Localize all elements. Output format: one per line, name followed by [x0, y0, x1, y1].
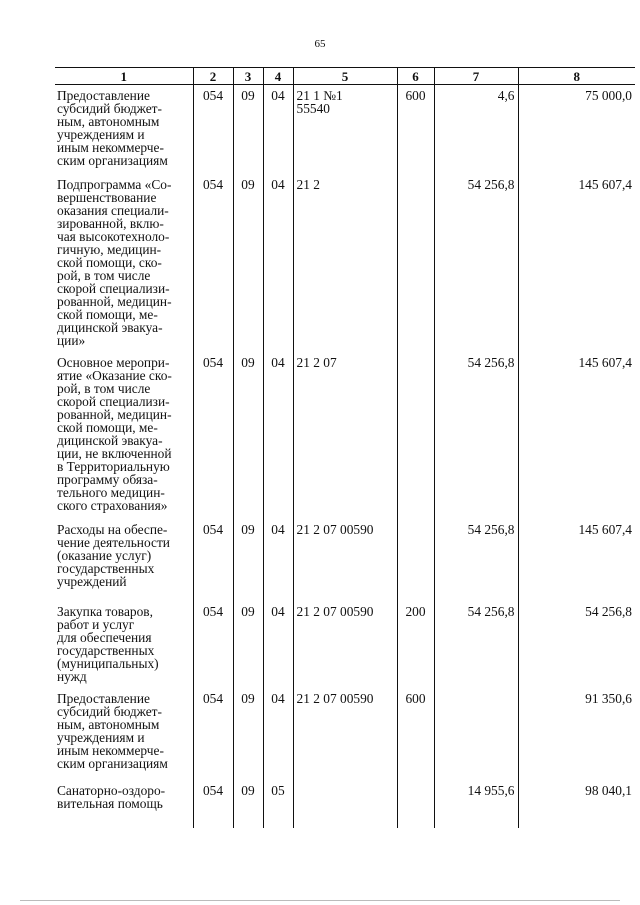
page-bottom-rule	[20, 900, 620, 901]
row-sum1: 14 955,6	[434, 780, 518, 828]
row-grbs: 054	[193, 174, 233, 352]
header-col-2: 2	[193, 68, 233, 85]
row-sum1: 4,6	[434, 85, 518, 174]
table-row	[55, 519, 635, 601]
header-col-4: 4	[263, 68, 293, 85]
row-rz: 09	[233, 688, 263, 780]
row-name: Закупка товаров, работ и услуг для обеспечения государственных (муниципальных) нужд	[57, 603, 159, 684]
row-target: 21 1 №1 55540	[293, 85, 397, 174]
row-sum1: 54 256,8	[434, 174, 518, 352]
row-grbs: 054	[193, 688, 233, 780]
row-pr: 04	[263, 352, 293, 519]
row-sum1: 54 256,8	[434, 519, 518, 601]
row-pr: 05	[263, 780, 293, 828]
table-row	[55, 780, 635, 828]
row-vr: 600	[397, 85, 434, 174]
row-target: 21 2 07 00590	[293, 601, 397, 688]
budget-table	[55, 67, 635, 828]
header-col-6: 6	[397, 68, 434, 85]
row-sum2: 91 350,6	[518, 688, 635, 780]
row-vr: 200	[397, 601, 434, 688]
row-rz: 09	[233, 519, 263, 601]
row-rz: 09	[233, 601, 263, 688]
header-col-7: 7	[434, 68, 518, 85]
row-name: Основное меропри- ятие «Оказание ско- рой, в том числе скорой специализи- рованной, медицин- ской помощи, ме- дицинской эвакуа- ции, не включенной в Территориальную программу обяза- тельного медицин- ского страхования»	[57, 354, 172, 513]
row-sum1	[434, 688, 518, 780]
row-rz: 09	[233, 352, 263, 519]
row-vr	[397, 519, 434, 601]
row-sum2: 54 256,8	[518, 601, 635, 688]
row-vr: 600	[397, 688, 434, 780]
row-sum2: 98 040,1	[518, 780, 635, 828]
row-name: Предоставление субсидий бюджет- ным, автономным учреждениям и иным некоммерче- ским организациям	[57, 88, 168, 168]
row-target: 21 2 07 00590	[293, 519, 397, 601]
row-vr	[397, 780, 434, 828]
row-rz: 09	[233, 780, 263, 828]
row-rz: 09	[233, 85, 263, 174]
page-number: 65	[314, 38, 326, 50]
table-row	[55, 601, 635, 688]
table-row	[55, 688, 635, 780]
row-grbs: 054	[193, 780, 233, 828]
table-row	[55, 85, 635, 174]
row-grbs: 054	[193, 352, 233, 519]
table-row	[55, 174, 635, 352]
row-vr	[397, 352, 434, 519]
header-col-5: 5	[293, 68, 397, 85]
row-grbs: 054	[193, 519, 233, 601]
row-sum2: 75 000,0	[518, 85, 635, 174]
row-rz: 09	[233, 174, 263, 352]
row-target: 21 2 07	[293, 352, 397, 519]
header-col-8: 8	[518, 68, 635, 85]
row-name: Предоставление субсидий бюджет- ным, автономным учреждениям и иным некоммерче- ским организациям	[57, 690, 168, 771]
row-sum1: 54 256,8	[434, 601, 518, 688]
row-sum1: 54 256,8	[434, 352, 518, 519]
table-row	[55, 352, 635, 519]
row-target: 21 2 07 00590	[293, 688, 397, 780]
row-grbs: 054	[193, 601, 233, 688]
row-target	[293, 780, 397, 828]
row-name: Санаторно-оздоро- вительная помощь	[57, 782, 166, 811]
row-pr: 04	[263, 688, 293, 780]
row-name: Подпрограмма «Со- вершенствование оказания специали- зированной, вклю- чая высокотехноло- гичную, медицин- ской помощи, ско- рой, в том числе скорой специализи- рованной, медицин- ской помощи, ме- дицинской эвакуа- ции»	[57, 176, 172, 348]
row-pr: 04	[263, 174, 293, 352]
header-col-1: 1	[55, 68, 193, 85]
row-sum2: 145 607,4	[518, 519, 635, 601]
row-vr	[397, 174, 434, 352]
row-sum2: 145 607,4	[518, 174, 635, 352]
row-grbs: 054	[193, 85, 233, 174]
row-sum2: 145 607,4	[518, 352, 635, 519]
header-row	[55, 68, 635, 85]
row-name: Расходы на обеспе- чение деятельности (оказание услуг) государственных учреждений	[57, 521, 170, 589]
header-col-3: 3	[233, 68, 263, 85]
row-pr: 04	[263, 85, 293, 174]
row-pr: 04	[263, 601, 293, 688]
row-pr: 04	[263, 519, 293, 601]
row-target: 21 2	[293, 174, 397, 352]
